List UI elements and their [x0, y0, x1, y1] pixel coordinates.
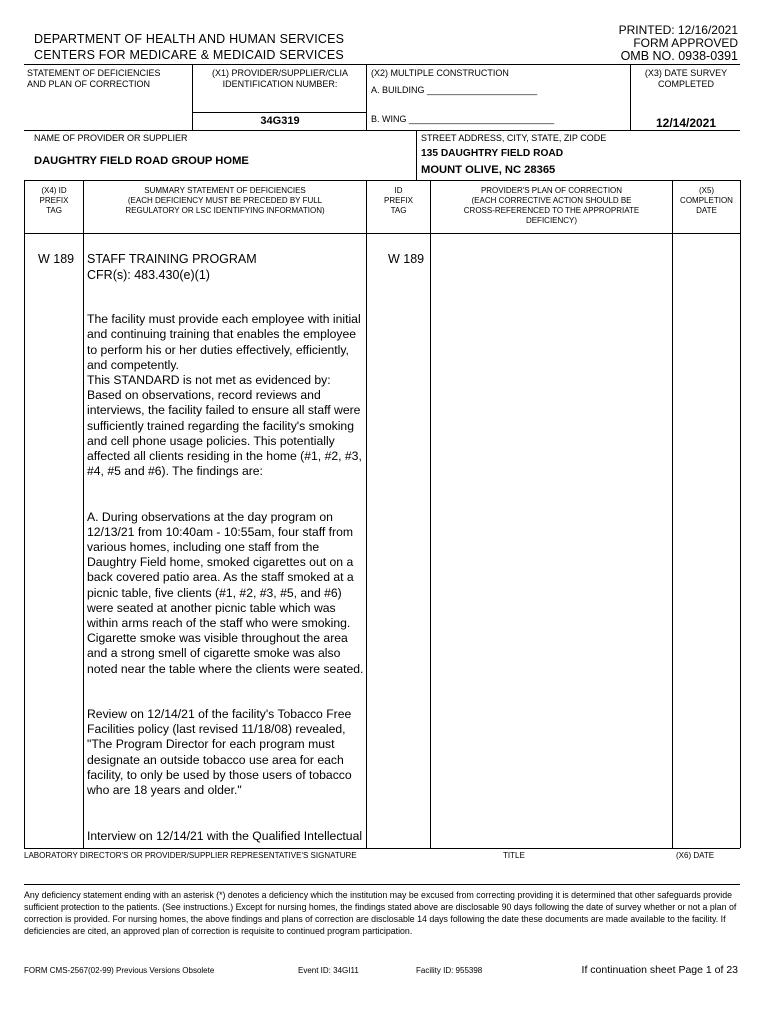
provider-name-label: NAME OF PROVIDER OR SUPPLIER: [34, 133, 188, 143]
id-header-line: PREFIX: [384, 196, 413, 205]
form-number: FORM CMS-2567(02-99) Previous Versions Obsolete: [24, 966, 215, 975]
omb-number: OMB NO. 0938-0391: [620, 49, 738, 63]
rule: [740, 180, 741, 848]
deficiency-narrative: [87, 297, 365, 843]
id-header-line: ID: [394, 186, 403, 195]
plan-header-line: DEFICIENCY): [525, 216, 578, 225]
x4-header: [25, 186, 83, 216]
deficiency-title: STAFF TRAINING PROGRAM: [87, 252, 257, 266]
rule: [24, 233, 740, 234]
plan-header-line: PROVIDER'S PLAN OF CORRECTION: [480, 186, 623, 195]
cfr-reference: CFR(s): 483.430(e)(1): [87, 268, 210, 282]
summary-header-line: REGULATORY OR LSC IDENTIFYING INFORMATION): [125, 206, 325, 215]
x1-label-line: IDENTIFICATION NUMBER:: [222, 79, 338, 89]
address-line2: MOUNT OLIVE, NC 28365: [421, 164, 556, 176]
provider-name: DAUGHTRY FIELD ROAD GROUP HOME: [34, 155, 249, 167]
x4-header-line: PREFIX: [39, 196, 69, 205]
rule: [24, 848, 740, 849]
x3-label-line: COMPLETED: [657, 79, 714, 89]
rule: [24, 884, 740, 885]
summary-header-line: SUMMARY STATEMENT OF DEFICIENCIES: [144, 186, 306, 195]
id-header-line: TAG: [390, 206, 407, 215]
completion-header: [673, 186, 740, 216]
plan-header: [431, 186, 672, 226]
rule: [24, 180, 25, 848]
signature-date-label: (X6) DATE: [676, 851, 715, 860]
rule: [366, 64, 367, 130]
printed-date: PRINTED: 12/16/2021: [618, 23, 738, 37]
x3-label: [632, 68, 740, 90]
rule: [83, 180, 84, 848]
disclaimer-text: Any deficiency statement ending with an asterisk (*) denotes a deficiency which the institution may be excused from correcting providing it is determined that other safeguards provide sufficient protection to the patients. (See instructions.) Except for nursing homes, the findings stated above are disclosable 90 days following the date of survey whether or not a plan of correction is provided. For nursing homes, the above findings and plans of correction are disclosable 14 days following the date these documents are made available to the facility. If deficiencies are cited, an approved plan of correction is requisite to continued program participation.: [24, 890, 737, 936]
event-id: Event ID: 34GI11: [298, 966, 359, 975]
address-line1: 135 DAUGHTRY FIELD ROAD: [421, 148, 564, 159]
facility-id: Facility ID: 955398: [416, 966, 483, 975]
narrative-paragraph: Interview on 12/14/21 with the Qualified Intellectual: [87, 828, 363, 843]
statement-label-line: STATEMENT OF DEFICIENCIES: [27, 68, 161, 78]
plan-header-line: CROSS-REFERENCED TO THE APPROPRIATE: [463, 206, 640, 215]
form-approved: FORM APPROVED: [633, 36, 738, 50]
rule: [192, 112, 366, 113]
x1-label-line: (X1) PROVIDER/SUPPLIER/CLIA: [211, 68, 349, 78]
x4-header-line: TAG: [46, 206, 62, 215]
survey-date: 12/14/2021: [655, 116, 717, 130]
rule: [366, 180, 367, 848]
statement-label: [27, 68, 161, 90]
signature-label: LABORATORY DIRECTOR'S OR PROVIDER/SUPPLIER REPRESENTATIVE'S SIGNATURE: [24, 851, 357, 860]
x5-header-line: (X5): [698, 186, 715, 195]
rule: [24, 180, 740, 181]
summary-header: [84, 186, 366, 216]
page-number: If continuation sheet Page 1 of 23: [581, 964, 738, 976]
rule: [24, 130, 740, 131]
statement-label-line: AND PLAN OF CORRECTION: [27, 79, 151, 89]
x4-header-line: (X4) ID: [41, 186, 67, 195]
id-prefix-header: [367, 186, 430, 216]
narrative-paragraph: Review on 12/14/21 of the facility's Tobacco Free Facilities policy (last revised 11/18/08) revealed, "The Program Director for each program must designate an outside tobacco use area for each facility, to only be used by those users of tobacco who are 18 years and older.": [87, 707, 352, 798]
summary-header-line: (EACH DEFICIENCY MUST BE PRECEDED BY FULL: [127, 196, 323, 205]
rule: [416, 130, 417, 180]
agency-name: CENTERS FOR MEDICARE & MEDICAID SERVICES: [34, 48, 344, 62]
x5-header-line: COMPLETION: [680, 196, 733, 205]
x3-label-line: (X3) DATE SURVEY: [644, 68, 728, 78]
title-label: TITLE: [503, 851, 525, 860]
rule: [630, 64, 631, 130]
narrative-paragraph: The facility must provide each employee with initial and continuing training that enables the employee to perform his or her duties effectively, efficiently, and competently. This STANDARD is not met as evidenced by: Based on observations, record reviews and interviews, the facility failed to ensure all staff were sufficiently trained regarding the facility's smoking and cell phone usage policies. This potentially affected all clients residing in the home (#1, #2, #3, #4, #5 and #6). The findings are:: [87, 312, 362, 479]
rule: [672, 180, 673, 848]
provider-id-number: 34G319: [260, 115, 300, 127]
x1-label: [196, 68, 364, 90]
x2-label: (X2) MULTIPLE CONSTRUCTION: [371, 68, 509, 78]
narrative-paragraph: A. During observations at the day program on 12/13/21 from 10:40am - 10:55am, four staff from various homes, including one staff from the Daughtry Field home, smoked cigarettes out on a back covered patio area. As the staff smoked at a picnic table, five clients (#1, #2, #3, #5, and #6) were seated at another picnic table which was within arms reach of the staff who were smoking. Cigarette smoke was visible throughout the area and a strong smell of cigarette smoke was also noted near the table where the clients were seated.: [87, 509, 364, 676]
plan-header-line: (EACH CORRECTIVE ACTION SHOULD BE: [471, 196, 632, 205]
wing-field: B. WING _____________________________: [371, 114, 555, 124]
rule: [192, 64, 193, 130]
x5-header-line: DATE: [696, 206, 717, 215]
rule: [24, 64, 740, 65]
building-field: A. BUILDING ______________________: [371, 85, 538, 95]
address-label: STREET ADDRESS, CITY, STATE, ZIP CODE: [421, 133, 607, 143]
prefix-tag-left: W 189: [38, 252, 75, 266]
department-name: DEPARTMENT OF HEALTH AND HUMAN SERVICES: [34, 32, 345, 46]
rule: [430, 180, 431, 848]
prefix-tag-right: W 189: [388, 252, 425, 266]
